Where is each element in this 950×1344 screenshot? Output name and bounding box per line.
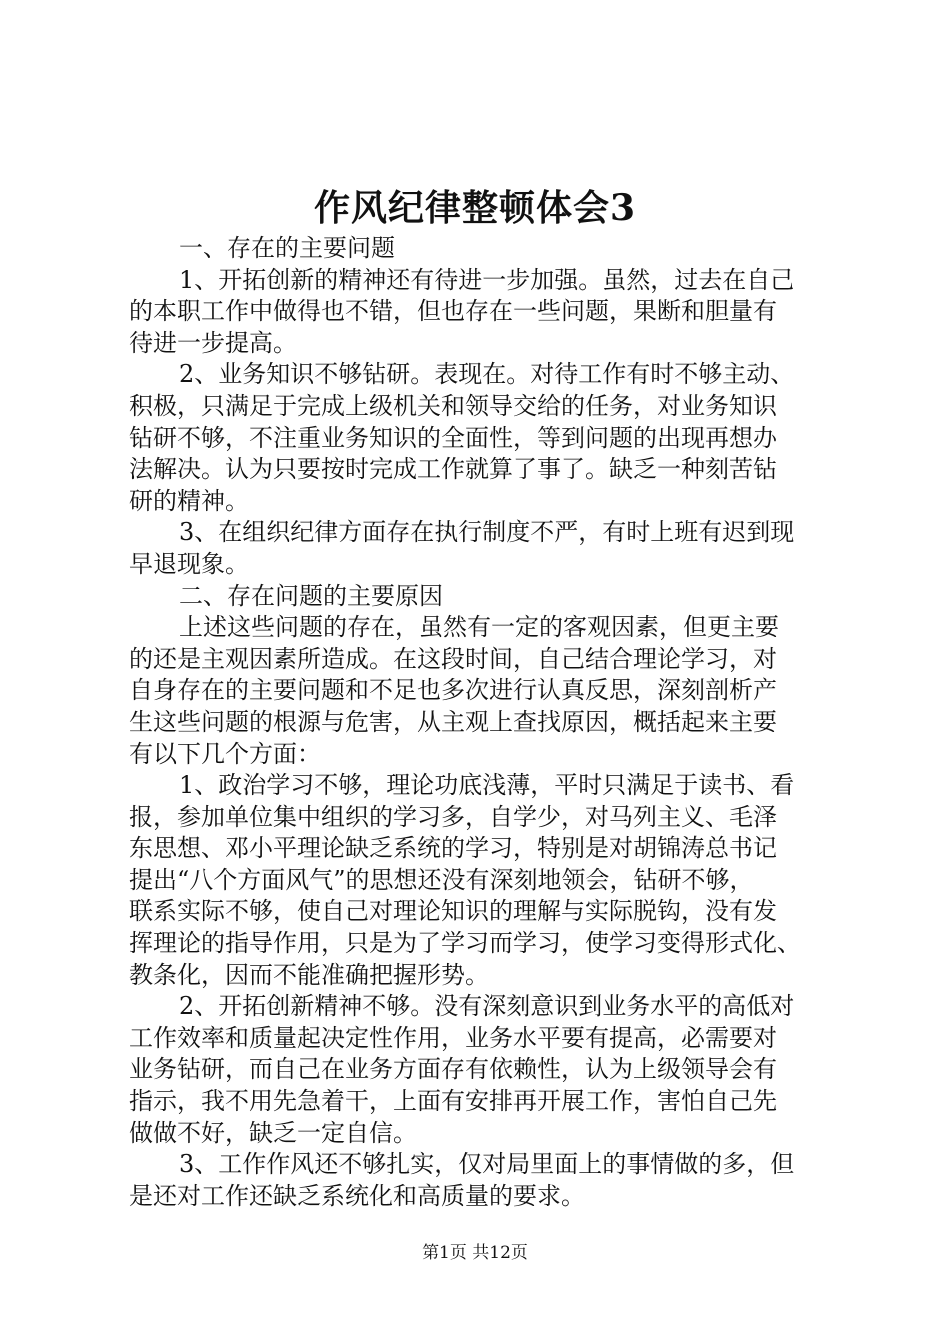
body-line: 上述这些问题的存在，虽然有一定的客观因素，但更主要 [179, 613, 779, 642]
body-line: 1、政治学习不够，理论功底浅薄，平时只满足于读书、看 [179, 771, 795, 800]
page-footer: 第1页 共12页 [422, 1243, 528, 1263]
body-line: 的本职工作中做得也不错，但也存在一些问题，果断和胆量有 [129, 297, 777, 326]
body-line: 研的精神。 [129, 486, 249, 515]
body-line: 钻研不够，不注重业务知识的全面性，等到问题的出现再想办 [129, 423, 777, 452]
document-body [129, 233, 835, 1212]
body-line: 是还对工作还缺乏系统化和高质量的要求。 [129, 1181, 585, 1210]
body-line: 待进一步提高。 [129, 328, 297, 357]
body-line: 一、存在的主要问题 [179, 234, 395, 262]
body-line: 东思想、邓小平理论缺乏系统的学习，特别是对胡锦涛总书记 [129, 834, 777, 863]
body-line: 有以下几个方面： [129, 739, 321, 768]
body-line: 联系实际不够，使自己对理论知识的理解与实际脱钩，没有发 [129, 897, 777, 926]
body-line: 指示，我不用先急着干，上面有安排再开展工作，害怕自己先 [129, 1087, 777, 1116]
body-line: 工作效率和质量起决定性作用，业务水平要有提高，必需要对 [129, 1023, 777, 1052]
body-line: 1、开拓创新的精神还有待进一步加强。虽然，过去在自己 [179, 265, 795, 294]
body-line: 2、业务知识不够钻研。表现在。对待工作有时不够主动、 [179, 360, 795, 389]
document-title: 作风纪律整顿体会3 [313, 187, 637, 229]
body-line: 法解决。认为只要按时完成工作就算了事了。缺乏一种刻苦钻 [129, 455, 777, 484]
body-line: 报，参加单位集中组织的学习多，自学少，对马列主义、毛泽 [129, 802, 777, 831]
body-line: 3、在组织纪律方面存在执行制度不严，有时上班有迟到现 [179, 518, 795, 547]
body-line: 3、工作作风还不够扎实，仅对局里面上的事情做的多，但 [179, 1150, 795, 1179]
body-line: 积极，只满足于完成上级机关和领导交给的任务，对业务知识 [129, 391, 777, 420]
body-line: 业务钻研，而自己在业务方面存有依赖性，认为上级领导会有 [129, 1055, 777, 1084]
body-line: 生这些问题的根源与危害，从主观上查找原因，概括起来主要 [129, 707, 777, 736]
body-line: 二、存在问题的主要原因 [179, 581, 443, 610]
body-line: 教条化，因而不能准确把握形势。 [129, 960, 489, 989]
body-line: 自身存在的主要问题和不足也多次进行认真反思，深刻剖析产 [129, 676, 777, 705]
body-line: 提出“八个方面风气”的思想还没有深刻地领会，钻研不够， [129, 865, 754, 894]
body-line: 做做不好，缺乏一定自信。 [129, 1118, 417, 1147]
body-line: 2、开拓创新精神不够。没有深刻意识到业务水平的高低对 [179, 992, 795, 1021]
body-line: 挥理论的指导作用，只是为了学习而学习，使学习变得形式化、 [129, 929, 801, 958]
body-line: 的还是主观因素所造成。在这段时间，自己结合理论学习，对 [129, 644, 777, 673]
body-line: 早退现象。 [129, 549, 249, 578]
